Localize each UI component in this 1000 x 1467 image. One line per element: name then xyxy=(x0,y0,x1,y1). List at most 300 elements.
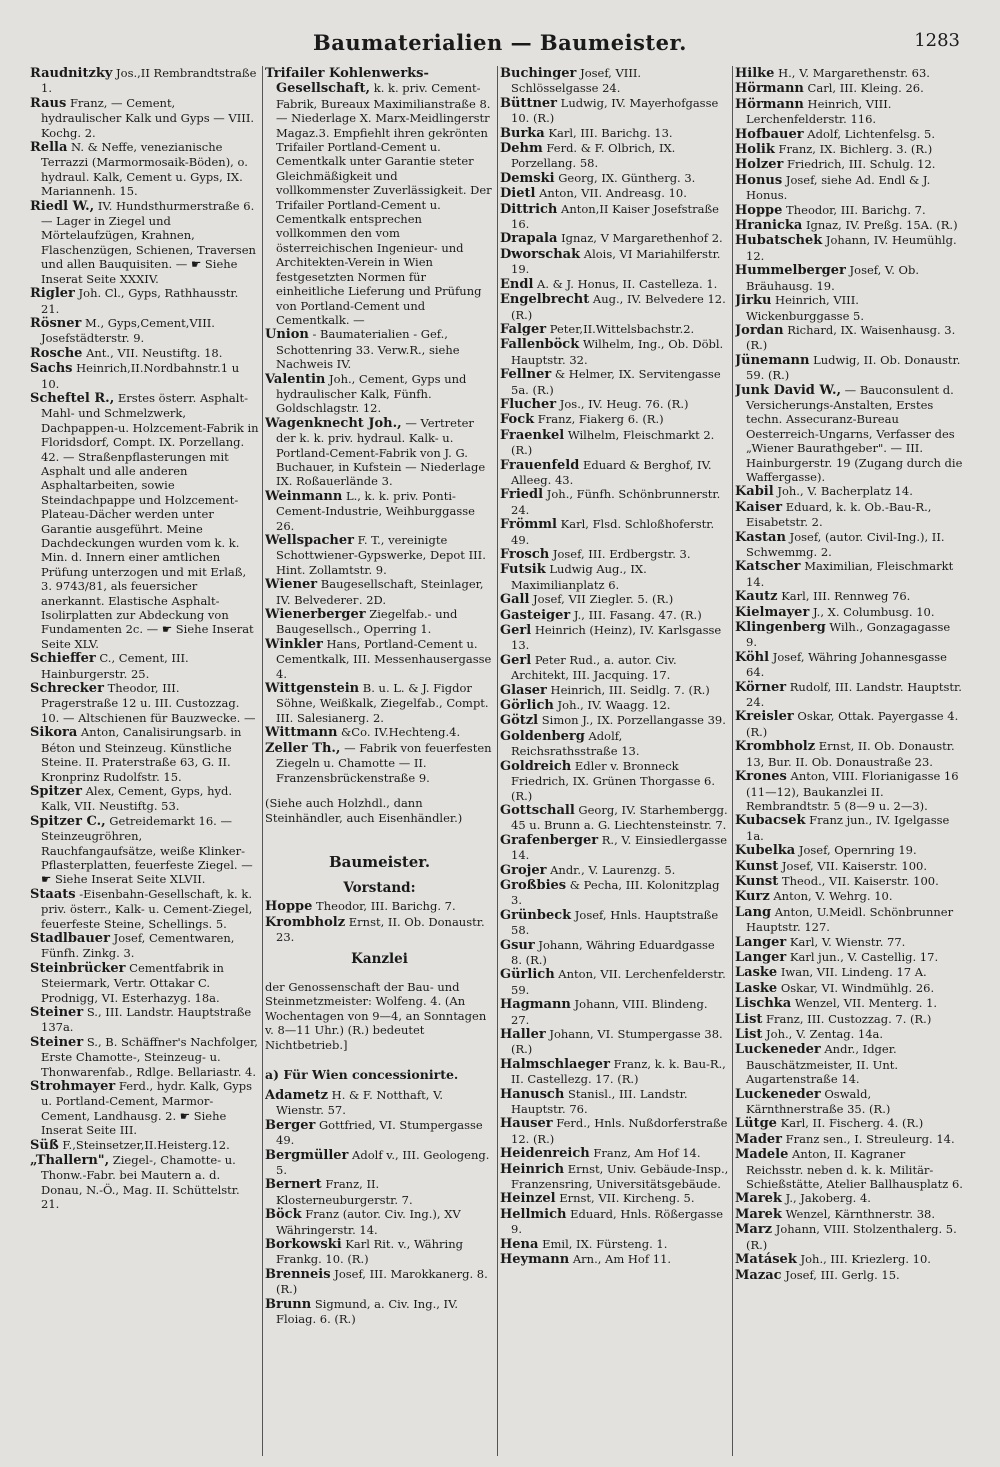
entry-details: Ludwig Aug., IX. Maximilianplatz 6. xyxy=(511,562,647,592)
entry-details: Franz, II. Klosterneuburgerstr. 7. xyxy=(276,1177,413,1207)
directory-entry xyxy=(500,126,729,141)
entry-name: Gottschall xyxy=(500,802,575,818)
entry-details: Franz, k. k. Bau-R., II. Castellezg. 17. (R.) xyxy=(511,1056,726,1087)
entry-name: Gasteiger xyxy=(500,607,571,623)
entry-details: Carl, III. Kleing. 26. xyxy=(803,81,924,96)
entry-name: Endl xyxy=(500,276,534,292)
directory-entry xyxy=(500,592,729,607)
entry-details: Franz, IX. Bichlerg. 3. (R.) xyxy=(774,142,933,157)
cross-reference-note: (Siehe auch Holzhdl., dann Steinhändler, auch Eisenhändler.) xyxy=(265,796,463,825)
entry-name: Wittgenstein xyxy=(265,681,360,697)
entry-name: Spitzer C., xyxy=(30,813,106,829)
entry-details: F. T., vereinigte Schottwiener-Gypswerke, Depot III. Hint. Zollamtstr. 9. xyxy=(276,533,486,577)
directory-entry xyxy=(735,1147,964,1191)
directory-entry xyxy=(265,577,494,607)
directory-entry xyxy=(735,157,964,172)
directory-entry xyxy=(735,233,964,263)
directory-entry xyxy=(265,1118,494,1148)
entry-details: N. & Neffe, venezianische Terrazzi (Marmormosaik-Böden), o. hydraul. Kalk, Cement u. Gyps, IX. Mariannenh. 15. xyxy=(41,140,248,199)
directory-entry xyxy=(500,623,729,653)
entry-name: Haller xyxy=(500,1027,546,1042)
directory-entry xyxy=(735,263,964,293)
entry-name: Heidenreich xyxy=(500,1146,590,1162)
entry-name: Goldenberg xyxy=(500,728,585,744)
entry-details: Ferd. & F. Olbrich, IX. Porzellang. 58. xyxy=(511,141,676,171)
directory-entry xyxy=(30,391,259,651)
directory-entry xyxy=(500,863,729,878)
entry-details: Oskar, Ottak. Payergasse 4. (R.) xyxy=(746,709,959,739)
directory-entry xyxy=(265,327,494,371)
entry-name: Gürlich xyxy=(500,967,555,983)
directory-entry xyxy=(265,1297,494,1327)
entry-details: Josef, Cementwaren, Fünfh. Zinkg. 3. xyxy=(41,930,235,961)
directory-entry xyxy=(500,1027,729,1057)
directory-entry xyxy=(265,725,494,740)
entry-name: Görlich xyxy=(500,698,554,714)
entry-name: Sachs xyxy=(30,361,73,377)
entry-name: Riedl W., xyxy=(30,198,95,214)
entry-details: Georg, IX. Güntherg. 3. xyxy=(554,170,696,185)
column-2-entries xyxy=(265,66,494,785)
entry-name: Rigler xyxy=(30,286,75,302)
page-header xyxy=(0,30,1000,60)
entry-details: Heinrich, III. Seidlg. 7. (R.) xyxy=(546,682,710,697)
column-divider xyxy=(732,66,733,1456)
entry-details: Hans, Portland-Cement u. Cementkalk, III. Messenhausergasse 4. xyxy=(276,636,492,681)
entry-details: Ignaz, V Margarethenhof 2. xyxy=(557,231,723,246)
entry-details: Wilh., Gonzagagasse 9. xyxy=(746,620,951,650)
directory-entry xyxy=(735,1087,964,1117)
entry-name: Kreisler xyxy=(735,709,794,725)
kanzlei-heading: Kanzlei xyxy=(351,951,408,968)
entry-name: Hagmann xyxy=(500,997,571,1013)
entry-name: Halmschlaeger xyxy=(500,1056,610,1072)
directory-entry xyxy=(735,383,964,485)
directory-entry xyxy=(500,277,729,292)
entry-details: Heinrich (Heinz), IV. Karlsgasse 13. xyxy=(511,623,722,653)
entry-name: Burka xyxy=(500,125,545,141)
entry-name: Hubatschek xyxy=(735,233,823,249)
entry-details: Heinrich,II.Nordbahnstr.1 u 10. xyxy=(41,361,240,391)
entry-details: Josef, (autor. Civil-Ing.), II. Schwemmg. 2. xyxy=(746,529,945,559)
column-1 xyxy=(30,66,259,1456)
entry-details: Ant., VII. Neustiftg. 18. xyxy=(82,345,223,360)
entry-name: Grafenberger xyxy=(500,832,599,848)
entry-name: Grojer xyxy=(500,862,547,878)
directory-entry xyxy=(30,1138,259,1153)
directory-entry xyxy=(735,530,964,560)
entry-details: C., Cement, III. Hainburgerstr. 25. xyxy=(41,651,189,681)
directory-entry xyxy=(500,141,729,171)
entry-details: Wenzel, VII. Menterg. 1. xyxy=(791,996,938,1011)
entry-name: Raudnitzky xyxy=(30,66,113,81)
entry-name: Krombholz xyxy=(735,739,816,755)
entry-name: Dietl xyxy=(500,186,536,202)
directory-entry xyxy=(735,620,964,650)
entry-name: Jordan xyxy=(735,322,784,338)
entry-name: Wiener xyxy=(265,577,318,593)
entry-details: Georg, IV. Starhembergg. 45 u. Brunn a. G. Liechtensteinstr. 7. xyxy=(511,802,728,833)
entry-name: Rösner xyxy=(30,315,82,331)
entry-details: &Co. IV.Hechteng.4. xyxy=(337,725,461,740)
directory-entry xyxy=(265,681,494,725)
entry-name: Luckeneder xyxy=(735,1042,821,1058)
directory-entry xyxy=(265,372,494,416)
entry-name: Rosche xyxy=(30,345,83,361)
directory-entry xyxy=(500,997,729,1027)
entry-name: „Thallern", xyxy=(30,1153,110,1169)
entry-details: Rudolf, III. Landstr. Hauptstr. 24. xyxy=(746,679,962,710)
entry-name: Goldreich xyxy=(500,758,572,774)
entry-details: Ernst, Univ. Gebäude-Insp., Franzensring, Universitätsgebäude. xyxy=(511,1161,729,1192)
entry-name: Jirku xyxy=(735,293,772,309)
entry-details: Joh., III. Kriezlerg. 10. xyxy=(796,1252,931,1267)
entry-details: Johann, VIII. Stolzenthalerg. 5. (R.) xyxy=(746,1222,957,1252)
entry-name: Matásek xyxy=(735,1252,797,1268)
entry-details: & Pecha, III. Kolonitzplag 3. xyxy=(511,877,720,908)
entry-name: Heymann xyxy=(500,1252,570,1268)
entry-name: Gerl xyxy=(500,652,532,668)
entry-name: Mazac xyxy=(735,1267,782,1283)
directory-entry xyxy=(735,1042,964,1086)
entry-details: Johann, VI. Stumpergasse 38. (R.) xyxy=(511,1027,723,1057)
directory-entry xyxy=(735,889,964,904)
entry-name: Laske xyxy=(735,965,778,981)
entry-name: List xyxy=(735,1011,763,1027)
entry-details: Sigmund, a. Civ. Ing., IV. Floiag. 6. (R.) xyxy=(276,1296,459,1327)
directory-entry xyxy=(30,346,259,361)
directory-entry xyxy=(735,484,964,499)
entry-name: Holik xyxy=(735,142,775,158)
directory-entry xyxy=(500,967,729,997)
entry-name: Kunst xyxy=(735,873,779,889)
directory-entry xyxy=(500,1116,729,1146)
entry-details: J., X. Columbusg. 10. xyxy=(809,604,935,619)
entry-details: Wenzel, Kärnthnerstr. 38. xyxy=(781,1206,936,1221)
entry-name: Kastan xyxy=(735,529,786,545)
entry-name: Raus xyxy=(30,95,67,111)
entry-name: Friedl xyxy=(500,487,544,503)
entry-name: Strohmayer xyxy=(30,1079,116,1095)
entry-details: Theodor, III. Barichg. 7. xyxy=(782,202,926,217)
entry-details: Karl, III. Rennweg 76. xyxy=(777,589,911,604)
entry-details: Joh., Cement, Gyps und hydraulischer Kalk, Fünfh. Goldschlagstr. 12. xyxy=(276,371,467,416)
entry-name: Köhl xyxy=(735,649,770,665)
entry-name: Demski xyxy=(500,170,555,186)
entry-details: H. & F. Notthaft, V. Wienstr. 57. xyxy=(276,1087,444,1118)
entry-details: & Helmer, IX. Servitengasse 5a. (R.) xyxy=(511,367,721,397)
directory-entry xyxy=(735,965,964,980)
entry-details: Josef, Opernring 19. xyxy=(795,843,917,858)
entry-details: Ferd., hydr. Kalk, Gyps u. Portland-Cement, Marmor-Cement, Landhausg. 2. ☛ Siehe Inserat Seite III. xyxy=(41,1079,253,1138)
directory-entry xyxy=(735,66,964,81)
entry-name: Heinzel xyxy=(500,1191,556,1207)
entry-details: Josef, siehe Ad. Endl & J. Honus. xyxy=(746,172,931,203)
directory-entry xyxy=(265,1207,494,1237)
entry-name: Hummelberger xyxy=(735,263,846,279)
entry-details: Anton, U.Meidl. Schönbrunner Hauptstr. 127. xyxy=(746,904,954,935)
entry-name: Grünbeck xyxy=(500,907,572,923)
directory-entry xyxy=(265,1088,494,1118)
entry-details: Karl, V. Wienstr. 77. xyxy=(786,934,906,949)
entry-name: Marek xyxy=(735,1191,782,1207)
directory-entry xyxy=(735,1207,964,1222)
entry-name: Borkowski xyxy=(265,1237,342,1253)
entry-details: Edler v. Bronneck Friedrich, IX. Grünen Thorgasse 6. (R.) xyxy=(511,758,716,803)
directory-entry xyxy=(735,1222,964,1252)
entry-details: Anton, VII. Andreasg. 10. xyxy=(535,186,687,201)
directory-entry xyxy=(500,713,729,728)
directory-entry xyxy=(30,140,259,199)
directory-entry xyxy=(735,709,964,739)
entry-name: Rella xyxy=(30,140,68,156)
directory-entry xyxy=(735,1132,964,1147)
entry-name: Wittmann xyxy=(265,725,338,741)
entry-name: Hörmann xyxy=(735,96,804,112)
entry-name: Gerl xyxy=(500,623,532,639)
entry-name: Kunst xyxy=(735,858,779,874)
directory-entry xyxy=(30,651,259,681)
entry-details: Josef, VII Ziegler. 5. (R.) xyxy=(529,592,674,607)
directory-entry xyxy=(735,97,964,127)
entry-details: Joh., V. Bacherplatz 14. xyxy=(773,484,913,499)
entry-details: IV. Hundsthurmerstraße 6. — Lager in Ziegel und Mörtelaufzügen, Krahnen, Flaschenzügen, Schienen, Traversen und allen Bauquisiten. — ☛ Siehe Inserat Seite XXXIV. xyxy=(41,198,256,286)
directory-entry xyxy=(30,286,259,316)
directory-entry xyxy=(500,698,729,713)
entry-details: Johann, IV. Heumühlg. 12. xyxy=(746,233,957,263)
baumeister-list xyxy=(265,1088,494,1327)
entry-name: Brunn xyxy=(265,1296,312,1312)
directory-entry xyxy=(500,231,729,246)
entry-details: Ziegelfab.- und Baugesellsch., Operring 1. xyxy=(276,607,458,637)
entry-name: Trifailer Kohlenwerks-Gesellschaft, xyxy=(265,66,429,97)
directory-entry xyxy=(735,739,964,769)
entry-name: Hanusch xyxy=(500,1086,565,1102)
entry-details: Franz (autor. Civ. Ing.), XV Währingerstr. 14. xyxy=(276,1207,461,1237)
directory-entry xyxy=(735,935,964,950)
entry-details: Ernst, VII. Kircheng. 5. xyxy=(555,1191,695,1206)
directory-entry xyxy=(500,397,729,412)
entry-name: Schrecker xyxy=(30,681,104,697)
entry-details: Josef, III. Gerlg. 15. xyxy=(781,1267,900,1282)
entry-name: Frauenfeld xyxy=(500,457,580,473)
directory-entry xyxy=(265,66,494,327)
entry-details: S., III. Landstr. Hauptstraße 137a. xyxy=(41,1005,252,1035)
entry-details: Josef, III. Erdbergstr. 3. xyxy=(549,547,691,561)
directory-entry xyxy=(735,981,964,996)
entry-details: Arn., Am Hof 11. xyxy=(569,1252,672,1267)
entry-details: — Vertreter der k. k. priv. hydraul. Kalk- u. Portland-Cement-Fabrik von J. G. Buchauer, in Kufstein — Niederlage IX. Roßauerlände 3. xyxy=(276,415,486,489)
directory-entry xyxy=(735,1116,964,1131)
directory-entry xyxy=(735,1191,964,1206)
entry-details: Ernst, II. Ob. Donaustr. 23. xyxy=(276,914,485,945)
entry-details: Anton, VII. Lerchenfelderstr. 59. xyxy=(511,967,726,997)
entry-details: Aug., IV. Belvedere 12. (R.) xyxy=(511,292,726,322)
entry-details: Oswald, Kärnthnerstraße 35. (R.) xyxy=(746,1086,891,1117)
entry-details: Ernst, II. Ob. Donaustr. 13, Bur. II. Ob. Donaustraße 23. xyxy=(746,739,955,769)
entry-name: Jünemann xyxy=(735,352,810,368)
entry-details: Jos., IV. Heug. 76. (R.) xyxy=(556,396,689,411)
entry-name: Hauser xyxy=(500,1116,553,1132)
directory-entry xyxy=(500,833,729,863)
entry-name: Steiner xyxy=(30,1005,84,1020)
directory-entry xyxy=(30,96,259,140)
entry-details: — Fabrik von feuerfesten Ziegeln u. Chamotte — II. Franzensbrückenstraße 9. xyxy=(276,740,492,785)
entry-details: Franz jun., IV. Igelgasse 1a. xyxy=(746,813,950,843)
directory-entry xyxy=(500,292,729,322)
entry-name: Steiner xyxy=(30,1034,84,1050)
entry-name: Großbies xyxy=(500,877,567,893)
entry-details: Joh., Fünfh. Schönbrunnerstr. 24. xyxy=(511,487,721,517)
directory-entry xyxy=(735,203,964,218)
entry-details: Eduard, Hnls. Rößergasse 9. xyxy=(511,1206,724,1237)
entry-name: Luckeneder xyxy=(735,1086,821,1102)
directory-entry xyxy=(735,127,964,142)
directory-entry xyxy=(500,247,729,277)
entry-details: M., Gyps,Cement,VIII. Josefstädterstr. 9. xyxy=(41,315,215,346)
directory-entry xyxy=(265,915,494,945)
entry-name: Hranicka xyxy=(735,218,803,234)
entry-details: Ludwig, IV. Mayerhofgasse 10. (R.) xyxy=(511,95,719,126)
directory-entry xyxy=(735,650,964,680)
entry-name: Buchinger xyxy=(500,66,577,81)
directory-entry xyxy=(500,547,729,562)
directory-entry xyxy=(500,412,729,427)
entry-name: Hofbauer xyxy=(735,126,804,142)
entry-name: Frosch xyxy=(500,547,550,562)
entry-details: Josef, VII. Kaiserstr. 100. xyxy=(778,858,928,873)
directory-entry xyxy=(500,1057,729,1087)
directory-entry xyxy=(735,769,964,813)
entry-details: Karl jun., V. Castellig. 17. xyxy=(786,949,939,964)
directory-entry xyxy=(735,559,964,589)
entry-name: Wienerberger xyxy=(265,607,366,623)
column-2 xyxy=(265,66,494,1456)
entry-name: Hoppe xyxy=(265,899,313,915)
directory-entry xyxy=(735,142,964,157)
entry-name: Glaser xyxy=(500,682,547,698)
entry-name: Staats xyxy=(30,886,76,902)
entry-details: R., V. Einsiedlergasse 14. xyxy=(511,832,728,863)
entry-name: Junk David W., xyxy=(735,382,842,398)
directory-entry xyxy=(735,905,964,935)
vorstand-list xyxy=(265,899,494,944)
directory-entry xyxy=(500,729,729,759)
column-divider xyxy=(262,66,263,1456)
entry-name: Kubacsek xyxy=(735,813,806,829)
entry-name: Holzer xyxy=(735,157,784,173)
kanzlei-text: der Genossenschaft der Bau- und Steinmetzmeister: Wolfeng. 4. (An Wochentagen von 9—4, an Sonntagen v. 8—11 Uhr.) (R.) bedeutet Nichtbetrieb.] xyxy=(265,979,487,1052)
entry-name: Bergmüller xyxy=(265,1147,349,1163)
vorstand-heading: Vorstand: xyxy=(343,880,416,897)
directory-entry xyxy=(500,562,729,592)
directory-entry xyxy=(265,899,494,914)
entry-name: Zeller Th., xyxy=(265,740,341,756)
entry-name: Kubelka xyxy=(735,843,796,859)
entry-details: Karl, Flsd. Schloßhoferstr. 49. xyxy=(511,517,715,547)
entry-details: Cementfabrik in Steiermark, Vertr. Ottakar C. Prodnigg, VI. Esterhazyg. 18a. xyxy=(41,960,224,1005)
directory-entry xyxy=(735,996,964,1011)
entry-name: Valentin xyxy=(265,371,326,387)
entry-name: Hoppe xyxy=(735,202,783,218)
directory-entry xyxy=(265,1148,494,1178)
entry-name: Lütge xyxy=(735,1116,777,1132)
directory-entry xyxy=(735,680,964,710)
directory-entry xyxy=(500,186,729,201)
entry-details: Maximilian, Fleischmarkt 14. xyxy=(746,559,954,589)
entry-details: A. & J. Honus, II. Castelleza. 1. xyxy=(533,276,718,291)
entry-name: Steinbrücker xyxy=(30,960,126,976)
directory-entry xyxy=(500,322,729,337)
directory-entry xyxy=(265,607,494,637)
entry-details: Franz, Am Hof 14. xyxy=(589,1146,701,1161)
directory-entry xyxy=(30,66,259,96)
directory-entry xyxy=(30,931,259,961)
entry-name: Mader xyxy=(735,1131,783,1147)
entry-name: Kielmayer xyxy=(735,604,810,620)
entry-details: Anton, Canalisirungsarb. in Béton und Steinzeug. Künstliche Steine. II. Praterstraße 63, G. II. Kronprinz Rudolfstr. 15. xyxy=(41,725,242,784)
entry-name: Fraenkel xyxy=(500,427,565,443)
entry-details: Andr., V. Laurenzg. 5. xyxy=(546,862,676,877)
entry-details: L., k. k. priv. Ponti-Cement-Industrie, Weihburggasse 26. xyxy=(276,488,475,533)
entry-details: Josef, V. Ob. Bräuhausg. 19. xyxy=(746,263,919,293)
directory-entry xyxy=(30,1153,259,1212)
entry-name: Götzl xyxy=(500,713,539,729)
entry-name: Spitzer xyxy=(30,783,82,799)
directory-entry xyxy=(735,605,964,620)
entry-details: Eduard & Berghof, IV. Alleeg. 43. xyxy=(511,457,712,487)
directory-entry xyxy=(500,938,729,968)
directory-entry xyxy=(500,458,729,488)
directory-entry xyxy=(500,759,729,803)
entry-details: J., Jakoberg. 4. xyxy=(781,1191,871,1206)
entry-details: B. u. L. & J. Figdor Söhne, Weißkalk, Ziegelfab., Compt. III. Salesianerg. 2. xyxy=(276,681,489,725)
directory-entry xyxy=(500,1207,729,1237)
entry-details: Andr., Idger. Bauschätzmeister, II. Unt. Augartenstraße 14. xyxy=(746,1042,899,1087)
column-4 xyxy=(735,66,964,1456)
entry-name: Wagenknecht Joh., xyxy=(265,415,402,431)
directory-entry xyxy=(265,1237,494,1267)
entry-details: Heinrich, VIII. Lerchenfelderstr. 116. xyxy=(746,96,892,127)
directory-entry xyxy=(735,293,964,323)
entry-name: Hörmann xyxy=(735,81,804,97)
entry-details: Oskar, VI. Windmühlg. 26. xyxy=(777,980,935,995)
entry-name: Sikora xyxy=(30,725,78,741)
entry-details: Theod., VII. Kaiserstr. 100. xyxy=(778,873,939,888)
directory-columns xyxy=(30,66,970,1456)
directory-entry xyxy=(500,428,729,458)
directory-entry xyxy=(735,874,964,889)
entry-details: Wilhelm, Ing., Ob. Döbl. Hauptstr. 32. xyxy=(511,337,724,367)
entry-name: Futsik xyxy=(500,562,546,578)
entry-name: Klingenberg xyxy=(735,620,826,636)
column-divider xyxy=(497,66,498,1456)
directory-entry xyxy=(30,725,259,784)
entry-name: Wellspacher xyxy=(265,533,355,548)
entry-details: Ignaz, IV. Preßg. 15A. (R.) xyxy=(802,218,958,233)
entry-details: Anton, II. Kagraner Reichsstr. neben d. k. k. Militär-Schießstätte, Atelier Ballhausplatz 6. xyxy=(746,1147,963,1192)
entry-name: Körner xyxy=(735,679,787,695)
entry-details: S., B. Schäffner's Nachfolger, Erste Chamotte-, Steinzeug- u. Thonwarenfab., Rdlge. Bellariastr. 4. xyxy=(41,1034,258,1079)
directory-entry xyxy=(735,81,964,96)
directory-entry xyxy=(30,1035,259,1079)
entry-details: Erstes österr. Asphalt-Mahl- und Schmelzwerk, Dachpappen-u. Holzcement-Fabrik in Floridsdorf, Compt. IX. Porzellang. 42. — Straßenpflasterungen mit Asphalt und alle anderen Asphaltarbeiten, sowie Steindachpappe und Holzcement-Plateau-Dächer werden unter Garantie ausgeführt. Meine Dachdeckungen wurden vom k. k. Min. d. Innern einer amtlichen Prüfung unterzogen und mit Erlaß, 3. 9743/81, als feuersicher anerkannt. Elastische Asphalt-Isolirplatten zur Abdeckung von Fundamenten 2c. — ☛ Siehe Inserat Seite XLV. xyxy=(41,390,259,651)
directory-entry xyxy=(265,1177,494,1207)
entry-name: Hena xyxy=(500,1236,539,1252)
entry-details: Adolf v., III. Geologeng. 5. xyxy=(276,1147,490,1177)
directory-entry xyxy=(500,487,729,517)
entry-name: Süß xyxy=(30,1137,59,1153)
